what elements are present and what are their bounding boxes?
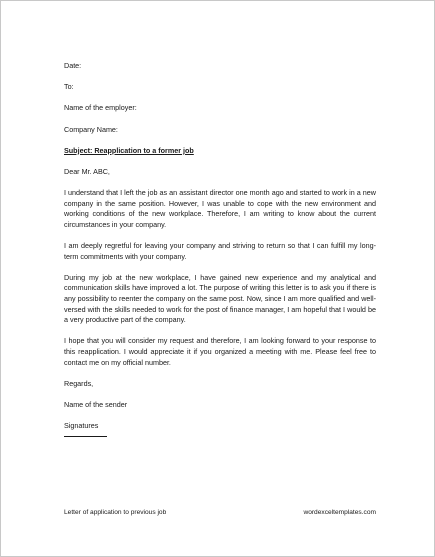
- letter-body: [64, 61, 376, 437]
- employer-label: Name of the employer:: [64, 103, 137, 113]
- signature-label: Signatures: [64, 421, 99, 431]
- company-label: Company Name:: [64, 124, 118, 134]
- date-label: Date:: [64, 61, 82, 70]
- closing: Regards,: [64, 378, 94, 388]
- paragraph-2: I am deeply regretful for leaving your company and striving to return so that I can fulfill my long-term commitments with your company.: [64, 241, 376, 261]
- signature-line: [64, 436, 107, 437]
- salutation: Dear Mr. ABC,: [64, 166, 110, 176]
- paragraph-3: During my job at the new workplace, I have gained new experience and my analytical and communication skills have improved a lot. The purpose of writing this letter is to ask you if there is any possibility to reenter the company on the same post. Now, since I am more qualified and well-versed with the skills needed to work for the post of finance manager, I am hopeful that I would be a very productive part of the company.: [64, 272, 376, 325]
- subject-line: Subject: Reapplication to a former job: [64, 145, 194, 155]
- paragraph-4: I hope that you will consider my request and therefore, I am looking forward to your response to this reapplication. I would appreciate it if you organized a meeting with me. Please feel free to contact me on my official number.: [64, 336, 376, 367]
- footer-title: Letter of application to previous job: [64, 509, 167, 516]
- to-label: To:: [64, 82, 74, 92]
- paragraph-1: I understand that I left the job as an assistant director one month ago and started to work in a new company in the same position. However, I was unable to cope with the new environment and working conditions of the new workplace. Therefore, I am writing to know about the current circumstances in your company.: [64, 188, 376, 229]
- footer-website: wordexceltemplates.com: [303, 509, 376, 516]
- sender-label: Name of the sender: [64, 400, 128, 409]
